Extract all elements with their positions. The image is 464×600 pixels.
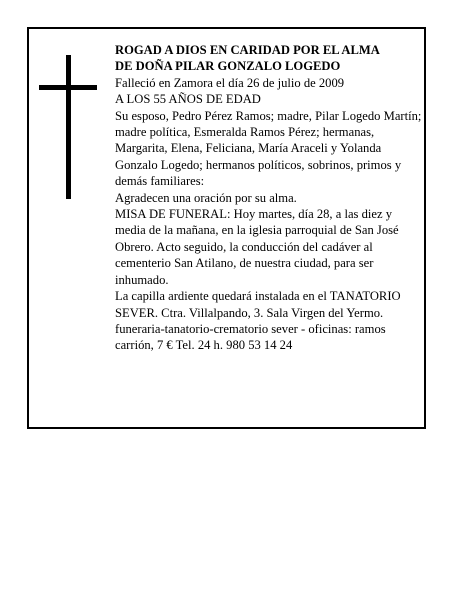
age-line: A LOS 55 AÑOS DE EDAD [115,92,261,107]
cross-horizontal-bar [39,85,97,90]
notice-body [115,42,423,354]
death-info: Falleció en Zamora el día 26 de julio de 2009 [115,75,345,90]
prayer-request: Agradecen una oración por su alma. [115,190,297,205]
family-members: Su esposo, Pedro Pérez Ramos; madre, Pilar Logedo Martín; madre política, Esmeralda Ramos Pérez; hermanas, Margarita, Elena, Feliciana, María Araceli y Yolanda Gonzalo Logedo; hermanos políticos, sobrinos, primos y demás familiares: [115,108,422,189]
headline-line-2: DE DOÑA PILAR GONZALO LOGEDO [115,59,341,74]
latin-cross-icon [39,55,97,199]
chapel-info: La capilla ardiente quedará instalada en el TANATORIO SEVER. Ctra. Villalpando, 3. Sala Virgen del Yermo. [115,289,401,320]
funeral-home-contact: funeraria-tanatorio-crematorio sever - oficinas: ramos carrión, 7 € Tel. 24 h. 980 53 14 24 [115,321,386,353]
cross-vertical-bar [66,55,71,199]
obituary-notice [27,27,426,429]
funeral-mass: MISA DE FUNERAL: Hoy martes, día 28, a las diez y media de la mañana, en la iglesia parroquial de San José Obrero. Acto seguido, la conducción del cadáver al cementerio San Atilano, de nuestra ciudad, para ser inhumado. [115,207,399,287]
headline-line-1: ROGAD A DIOS EN CARIDAD POR EL ALMA [115,43,380,57]
